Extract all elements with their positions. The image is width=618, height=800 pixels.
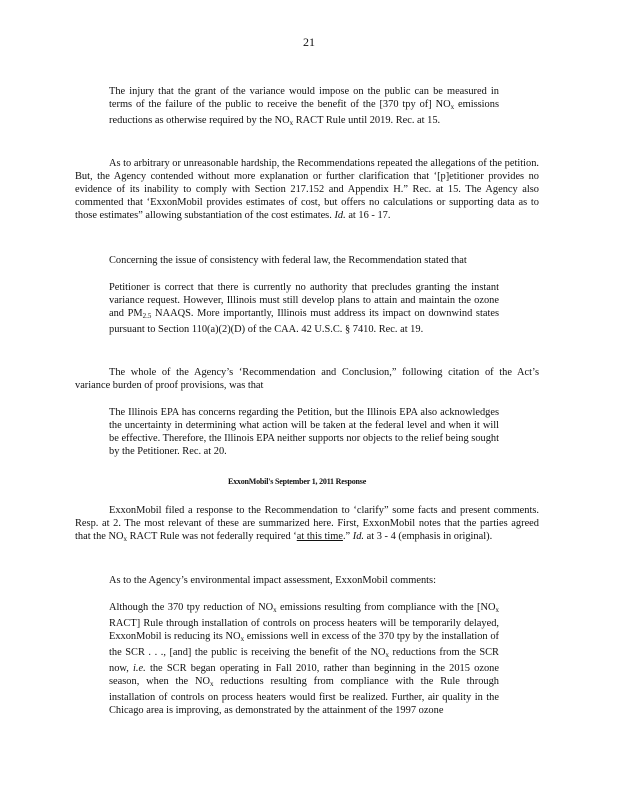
paragraph-environmental-impact: As to the Agency’s environmental impact assessment, ExxonMobil comments: [109, 575, 436, 586]
paragraph-hardship: As to arbitrary or unreasonable hardship, the Recommendations repeated the allegations of the petition. But, the Agency contended without more explanation or further clarification that ‘[p]etitioner provides no evidence of its inability to comply with Section 217.152 and Appendix H.” Rec. at 15. The Agency also commented that ‘ExxonMobil provides estimates of cost, but offers no calculations or supporting data as to those estimates” allowing substantiation of the cost estimates. Id. at 16 - 17. [75, 158, 539, 221]
page-number: 21 [303, 35, 315, 49]
paragraph-consistency: Concerning the issue of consistency with federal law, the Recommendation stated that [109, 255, 467, 266]
section-heading: ExxonMobil's September 1, 2011 Response [228, 477, 367, 486]
paragraph-response: ExxonMobil filed a response to the Recommendation to ‘clarify” some facts and present comments. Resp. at 2. The most relevant of these are summarized here. First, ExxonMobil notes that the parties agreed that the $NO_x$ RACT Rule was not federally required ‘at this time.” Id. at 3 - 4 (emphasis in original). [75, 505, 539, 543]
paragraph-agency-conclusion-quote: The Illinois EPA has concerns regarding the Petition, but the Illinois EPA also acknowledges the uncertainty in determining what action will be taken at the federal level and when it will be effective. Therefore, the Illinois EPA neither supports nor objects to the relief being sought by the Petitioner. Rec. at 20. [109, 407, 499, 457]
paragraph-agency-conclusion: The whole of the Agency’s ‘Recommendation and Conclusion,” following citation of the Act’s variance burden of proof provisions, was that [75, 367, 539, 391]
paragraph-environmental-quote: Although the 370 tpy reduction of $NO_x$ emissions resulting from compliance with the [$NO_x$ RACT] Rule through installation of controls on process heaters will be temporarily delayed, ExxonMobil is reducing its $NO_x$ emissions well in excess of the 370 tpy by the installation of the SCR . . ., [and] the public is receiving the benefit of the $NO_x$ reductions from the SCR now, i.e. the SCR began operating in Fall 2010, rather than beginning in the 2015 ozone season, when the $NO_x$ reductions resulting from compliance with the Rule through installation of controls on process heaters would first be realized. Further, air quality in the Chicago area is improving, as demonstrated by the attainment of the 1997 ozone [109, 602, 499, 716]
paragraph-injury-quote: The injury that the grant of the variance would impose on the public can be measured in terms of the failure of the public to receive the benefit of the [370 tpy of] $NO_x$ emissions reductions as otherwise required by the $NO_x$ RACT Rule until 2019. Rec. at 15. [109, 86, 499, 127]
paragraph-consistency-quote: Petitioner is correct that there is currently no authority that precludes granting the instant variance request. However, Illinois must still develop plans to attain and maintain the ozone and $PM_{2.5}$ NAAQS. More importantly, Illinois must address its impact on downwind states pursuant to Section 110(a)(2)(D) of the CAA. 42 U.S.C. § 7410. Rec. at 19. [109, 282, 499, 335]
